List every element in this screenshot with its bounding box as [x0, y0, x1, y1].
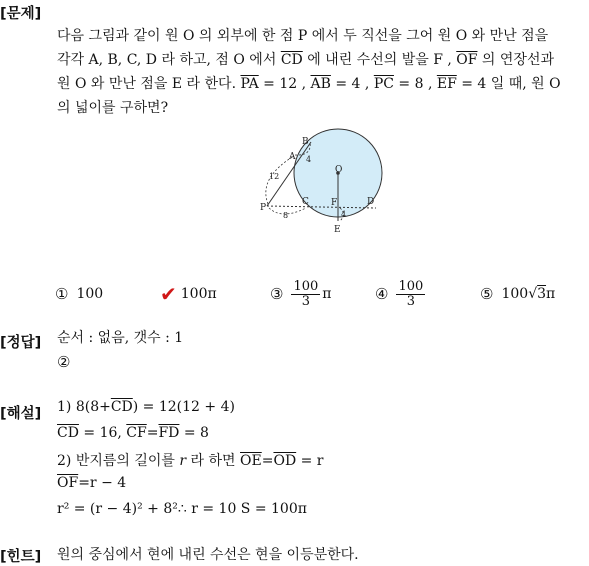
point-c: C: [302, 197, 309, 207]
point-e: E: [334, 225, 341, 235]
length-ef: 4: [341, 210, 347, 219]
choice-text: 100π: [180, 286, 217, 302]
solution-line-1: 1) $8(8+\overline{CD}) = 12(12 + 4)$: [57, 399, 235, 415]
answer-label: [정답]: [0, 335, 42, 351]
solution-line-5: r² = (r − 4)² + 8²∴ r = 10 S = 100π: [57, 501, 307, 517]
hint-text: 원의 중심에서 현에 내린 수선은 현을 이등분한다.: [57, 547, 359, 563]
check-mark-icon: ✔: [160, 282, 177, 306]
point-p: P: [260, 203, 267, 213]
choice-number: ④: [375, 285, 389, 303]
point-a: A: [289, 152, 296, 162]
choice-suffix: π: [322, 286, 332, 302]
choice-number: ⑤: [480, 285, 494, 303]
choice-1[interactable]: [55, 281, 103, 307]
answer-block: [57, 326, 183, 374]
solution-line-3: 2) 반지름의 길이를 r 라 하면 $\overline{OE}=\overline{OD} = r$: [57, 453, 324, 469]
length-ab: 4: [306, 155, 312, 164]
solution-label: [해설]: [0, 406, 42, 422]
choice-2[interactable]: [160, 281, 217, 307]
choice-number: ③: [270, 285, 284, 303]
fraction: $\frac{100}{3}$: [398, 278, 424, 309]
problem-line-1: 다음 그림과 같이 원 O 의 외부에 한 점 P 에서 두 직선을 그어 원 O 와 만난 점을: [57, 28, 549, 44]
solution-line-2: $\overline{CD} = 16$, $\overline{CF}=\overline{FD} = 8$: [57, 425, 209, 441]
hint-label: [힌트]: [0, 549, 42, 565]
answer-line-1: 순서 : 없음, 갯수 : 1: [57, 330, 184, 346]
length-pa: 12: [269, 172, 280, 181]
problem-line-4: 의 넓이를 구하면?: [57, 100, 169, 116]
fraction: $\frac{100}{3}$: [293, 278, 319, 309]
problem-text: [57, 24, 561, 120]
point-o: O: [335, 165, 343, 175]
choice-3[interactable]: [270, 275, 331, 313]
problem-line-2: 각각 A, B, C, D 라 하고, 점 O 에서 $\overline{CD}$ 에 내린 수선의 발을 F , $\overline{OF}$ 의 연장선과: [57, 52, 554, 68]
point-b: B: [302, 137, 309, 147]
point-f: F: [331, 198, 338, 208]
choice-number: ①: [55, 285, 69, 303]
choice-4[interactable]: [375, 275, 425, 313]
problem-label: [문제]: [0, 6, 42, 22]
choice-5[interactable]: [480, 281, 555, 307]
geometry-figure: [250, 128, 390, 238]
problem-line-3: 원 O 와 만난 점을 E 라 한다. $\overline{PA} = 12$ , $\overline{AB} = 4$ , $\overline{PC} = 8$ , $\overline{EF} = 4$ 일 때, 원 O: [57, 76, 561, 92]
length-pc: 8: [283, 211, 289, 220]
choice-text: 100√3π: [501, 286, 556, 302]
point-d: D: [367, 197, 375, 207]
solution-line-4: $\overline{OF}=r - 4$: [57, 475, 127, 491]
answer-line-2: ②: [57, 353, 71, 371]
choice-text: 100: [76, 286, 104, 302]
